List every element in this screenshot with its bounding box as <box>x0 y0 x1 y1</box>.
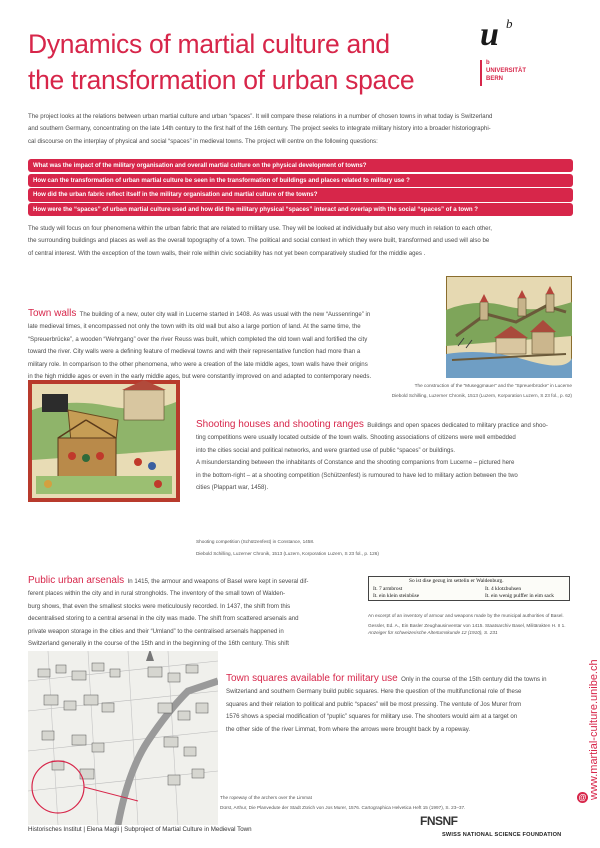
caption-line: Gessler, Ed. A., Ein Basler Zeughausinventar von 1415. Staatsarchiv Basel, Militärakten H. II 1. <box>368 622 566 628</box>
arsenals-line: Switzerland generally in the course of the 15th and in the beginning of the 16th century. This shift <box>28 640 289 648</box>
caption-line: Shooting competition (Schützenfest) in Constance, 1458. <box>196 539 315 544</box>
logo-text-universitat: UNIVERSITÄT <box>486 68 527 74</box>
squares-line: squares and their relation to political and public “spaces” will be most pressing. The ventute of Jos Murer from <box>226 700 522 708</box>
shooting-line: A misunderstanding between the inhabitants of Constance and the shooting companions from Lucerne – pictured here <box>196 459 515 467</box>
arsenals-line: ferent places within the city and in rural strongholds. The inventory of the small town of Walden- <box>28 590 286 598</box>
logo-text-bern: BERN <box>486 76 504 82</box>
caption-line: The construction of the “Museggmauer” and the “Spreuerbrücke” in Lucerne <box>414 383 572 388</box>
study-line: of central interest. With the exception of the town walls, their role within civic sociability has not yet been comparatively studied for the middle ages . <box>28 249 426 257</box>
arsenals-line: private weapon storage in the cities and their “Umland” to the centralised arsenals happened in <box>28 627 284 635</box>
website-url-vertical[interactable] <box>576 600 600 806</box>
inventory-excerpt <box>368 576 570 601</box>
caption-line: An excerpt of an inventory of armour and weapons made by the municipal authorities of Basel. <box>368 613 564 618</box>
study-line: the surrounding buildings and places as well as the overall topography of a town. The political and social context in which they were built, transformed and used will also be <box>28 237 490 245</box>
inventory-entry: It. ein klein steinbüse <box>373 593 420 599</box>
inventory-entry: It. 7 armbrost <box>373 586 403 592</box>
shooting-heading: Shooting houses and shooting ranges <box>196 419 364 430</box>
inventory-title: So ist dise gezug im settelin er Waldenburg. <box>409 578 504 584</box>
study-line: The study will focus on four phenomena within the urban fabric that are related to military use. They will be looked at individually but also very much in relation to each other, <box>28 225 492 232</box>
question-item: What was the impact of the military organisation and overall martial culture on the physical development of towns? <box>28 159 573 172</box>
squares-line: the other side of the river Limmat, from where the arrows were brought back by a ropeway. <box>226 725 471 733</box>
section-squares <box>226 673 574 736</box>
email-at-icon: @ <box>578 793 587 802</box>
question-item: How were the “spaces” of urban martial culture used and how did the military physical “spaces” interact and overlap with the social “spaces” of a town ? <box>28 203 573 216</box>
town-walls-heading: Town walls <box>28 308 77 319</box>
shooting-line: ting competitions were usually located outside of the town walls. Shooting associations of citizens were well embedded <box>196 434 516 442</box>
caption-line: The ropeway of the archers over the Limmat <box>220 795 312 800</box>
snf-name: SWISS NATIONAL SCIENCE FOUNDATION <box>442 832 562 838</box>
town-walls-first-line: The building of a new, outer city wall in Lucerne started in 1408. As was usual with the new “Aussenringe” in <box>79 311 371 318</box>
logo-superscript: b <box>506 16 513 31</box>
arsenals-first-line: In 1415, the armour and weapons of Basel were kept in several dif- <box>127 578 309 585</box>
shooting-line: into the cities social and political networks, and were granted use of public “spaces” or buildings. <box>196 446 456 454</box>
caption-line: Anzeiger für schweizerische Altertumskunde 12 (1910), S. 231 <box>368 630 498 635</box>
town-walls-line: military role. In comparison to the other phenomena, who were a creation of the late middle ages, town walls have their origins <box>28 360 368 368</box>
squares-line: 1576 shows a special modification of “puplic” squares for military use. The shooters would aim at a target on <box>226 713 518 721</box>
town-walls-line: in the high middle ages or even in the early middle ages, but were constantly improved on and adapted to contemporary needs. <box>28 373 372 381</box>
question-item: How can the transformation of urban martial culture be seen in the transformation of buildings and places related to military use ? <box>28 174 573 187</box>
zurich-map-illustration <box>28 651 218 825</box>
question-item: How did the urban fabric reflect itself in the military organisation and martial culture of the towns? <box>28 188 573 201</box>
snf-mark: FNSNF <box>420 814 458 828</box>
town-walls-line: late medieval times, it encompassed not only the town with its old wall but also a large portion of land. At the same time, the <box>28 323 361 331</box>
study-paragraph <box>28 223 573 260</box>
caption-line: Diebold Schilling, Luzerner Chronik, 1513 (Luzern, Korporation Luzern, S 23 fol., p. 62) <box>391 392 572 398</box>
logo-mark: u <box>480 16 499 53</box>
logo-rule <box>480 60 482 86</box>
intro-paragraph <box>28 111 573 148</box>
university-logo <box>480 16 560 86</box>
arsenals-heading: Public urban arsenals <box>28 575 125 586</box>
squares-heading: Town squares available for military use <box>226 673 398 684</box>
shooting-line: cities (Plappart war, 1458). <box>196 484 269 492</box>
section-shooting <box>196 419 574 494</box>
research-questions <box>28 159 573 217</box>
inventory-entry: It. 4 klotzbuhsen <box>485 586 522 592</box>
logo-text-b: b <box>486 60 490 66</box>
snf-logo <box>420 814 590 844</box>
shooting-line: in the bottom-right – at a shooting competition (Schützenfest) is rumoured to have led to military action between the two <box>196 471 518 479</box>
town-walls-line: toward the river. City walls were a defining feature of medieval towns and with their representative function had more than a <box>28 348 361 356</box>
town-walls-line: “Spreuerbrücke”, a wooden “Wehrgang” over the river Reuss was built, which completed the old town wall and fortified the city <box>28 335 368 343</box>
footer-credits: Historisches Institut | Elena Magli | Subproject of Martial Culture in Medieval Town <box>28 826 252 833</box>
inventory-entry: It. ein wenig pulffer in eim sack <box>485 593 554 599</box>
shooting-first-line: Buildings and open spaces dedicated to military practice and shoo- <box>367 422 548 429</box>
lucerne-wall-illustration <box>446 276 572 378</box>
title-line-1: Dynamics of martial culture and <box>28 29 390 59</box>
section-town-walls <box>28 308 440 383</box>
caption-line: Dürst, Arthur, Die Planvedute der Stadt Zürich von Jos Murer, 1576. Cartographica Helvetica Heft 15 (1997), S. 23–37. <box>220 804 466 810</box>
intro-line: and southern Germany, concentrating on the late 14th century to the first half of the 16th century. The project seeks to integrate military history into a broader historiographi- <box>28 125 491 133</box>
poster-title <box>28 26 468 98</box>
caption-line: Diebold Schilling, Luzerner Chronik, 1513 (Luzern, Korporation Luzern, S 23 fol., p. 126) <box>196 551 379 556</box>
town-walls-caption <box>232 381 572 400</box>
squares-first-line: Only in the course of the 15th century did the towns in <box>401 676 547 683</box>
website-url[interactable]: www.martial-culture.unibe.ch <box>588 659 600 800</box>
arsenals-line: decentralised storing to a central arsenal in the city was made. The shift from scattered arsenals and <box>28 615 299 623</box>
intro-line: The project looks at the relations between urban martial culture and urban “spaces”. It will compare these relations in a number of chosen towns in what today is Switzerland <box>28 113 493 120</box>
squares-line: Switzerland and southern Germany build public squares. Here the question of the multifunctional role of these <box>226 688 522 696</box>
intro-line: cal discourse on the interplay of physical and social “spaces” in medieval towns. The project will centre on the following questions: <box>28 137 378 145</box>
arsenals-caption <box>368 611 572 636</box>
section-arsenals <box>28 575 362 663</box>
title-line-2: the transformation of urban space <box>28 65 415 95</box>
shooting-caption <box>196 536 574 560</box>
arsenals-line: burg shows, that even the smallest stocks were meticulously recorded. In 1437, the shift from this <box>28 602 291 610</box>
squares-caption <box>220 793 570 812</box>
shooting-competition-illustration <box>28 380 180 502</box>
